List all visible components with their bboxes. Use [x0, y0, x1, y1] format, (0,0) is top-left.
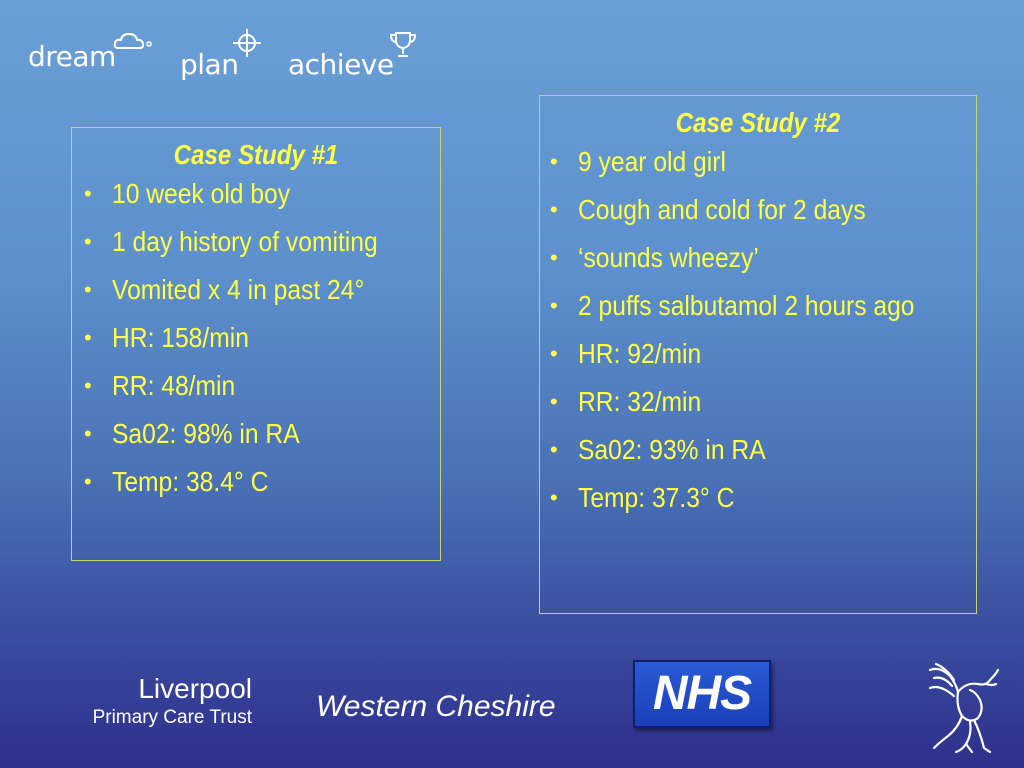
primary-care-trust-text: Primary Care Trust	[92, 707, 252, 728]
bullet-icon: •	[84, 469, 92, 494]
bullet-icon: •	[550, 197, 558, 222]
bullet-icon: •	[550, 389, 558, 414]
case-study-2-title: Case Study #2	[675, 107, 841, 138]
list-item: • Vomited x 4 in past 24°	[72, 266, 440, 314]
list-item: • Temp: 38.4° C	[72, 458, 440, 506]
bullet-icon: •	[84, 325, 92, 350]
bullet-icon: •	[84, 229, 92, 254]
tagline-dream: dream	[28, 40, 116, 73]
bullet-icon: •	[550, 293, 558, 318]
case-study-1-title: Case Study #1	[173, 139, 339, 170]
list-item: • RR: 48/min	[72, 362, 440, 410]
list-item: • ‘sounds wheezy’	[540, 234, 976, 282]
case-study-1-list	[72, 170, 440, 506]
bullet-icon: •	[550, 245, 558, 270]
bullet-icon: •	[84, 421, 92, 446]
case-study-2-box	[539, 95, 977, 614]
list-item: • 9 year old girl	[540, 138, 976, 186]
tagline-achieve: achieve	[288, 48, 394, 81]
list-item: • Temp: 37.3° C	[540, 474, 976, 522]
list-item: • 1 day history of vomiting	[72, 218, 440, 266]
liverbird-logo	[926, 662, 1002, 754]
trophy-icon	[388, 30, 418, 60]
bullet-icon: •	[550, 437, 558, 462]
liverpool-text: Liverpool	[138, 673, 252, 704]
nhs-logo-text: NHS	[652, 667, 752, 720]
bullet-icon: •	[550, 341, 558, 366]
bullet-icon: •	[84, 181, 92, 206]
list-item: • Sa02: 98% in RA	[72, 410, 440, 458]
list-item: • 2 puffs salbutamol 2 hours ago	[540, 282, 976, 330]
cloud-icon	[112, 30, 152, 52]
list-item: • HR: 92/min	[540, 330, 976, 378]
case-study-1-box	[71, 127, 441, 561]
list-item: • 10 week old boy	[72, 170, 440, 218]
bullet-icon: •	[550, 149, 558, 174]
bullet-icon: •	[84, 277, 92, 302]
western-cheshire-text: Western Cheshire	[316, 690, 556, 723]
crosshair-icon	[232, 28, 262, 58]
tagline-plan: plan	[180, 48, 239, 81]
list-item: • Cough and cold for 2 days	[540, 186, 976, 234]
case-study-2-list	[540, 138, 976, 522]
list-item: • RR: 32/min	[540, 378, 976, 426]
list-item: • Sa02: 93% in RA	[540, 426, 976, 474]
bullet-icon: •	[550, 485, 558, 510]
nhs-logo	[633, 660, 771, 728]
list-item: • HR: 158/min	[72, 314, 440, 362]
bullet-icon: •	[84, 373, 92, 398]
liverpool-pct-logo	[93, 672, 252, 730]
